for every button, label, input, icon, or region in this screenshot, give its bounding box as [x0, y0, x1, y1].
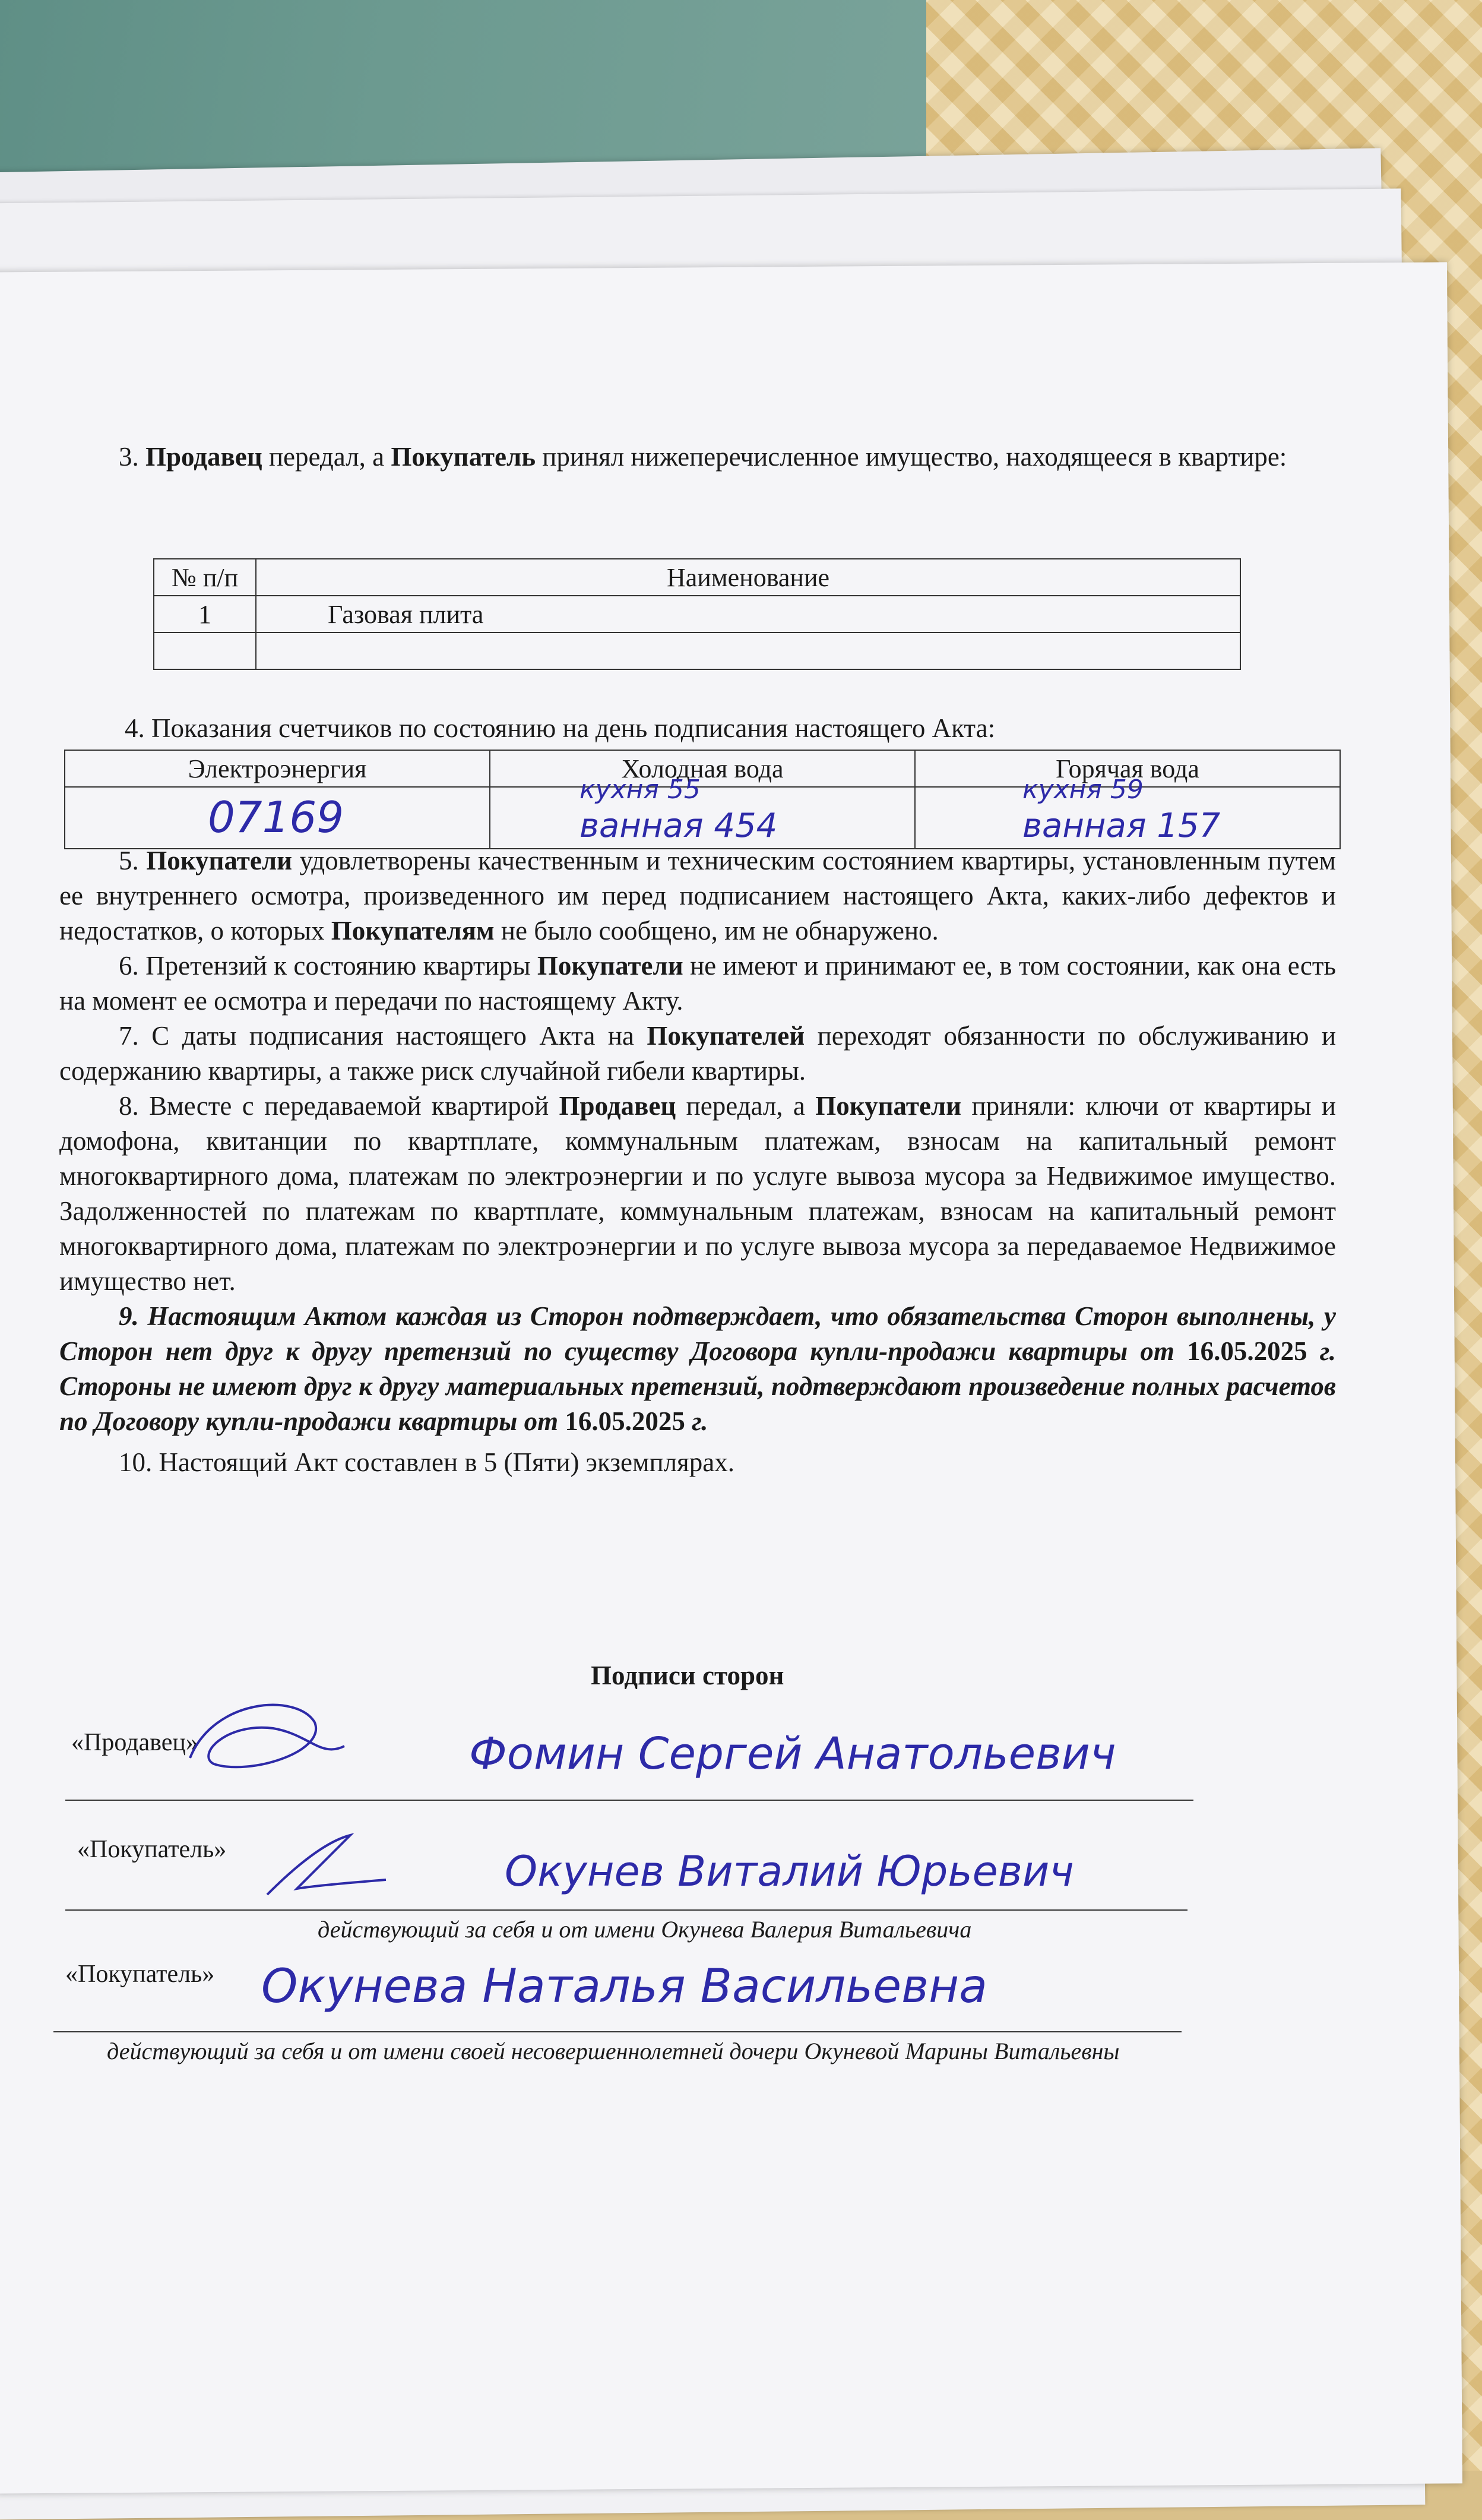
buyers-term: Покупатели [146, 846, 293, 875]
buyer2-label: «Покупатель» [65, 1961, 215, 1988]
buyer-term: Покупатель [391, 442, 536, 472]
section-5 [59, 843, 1336, 948]
section-text: г. [692, 1406, 708, 1436]
buyer1-note: действующий за себя и от имени Окунева Валерия Витальевича [318, 1916, 972, 1943]
table-cell: 1 [154, 596, 256, 633]
buyers-term: Покупатели [815, 1091, 962, 1121]
seller-signature-mark [178, 1687, 356, 1806]
section-text: не имеют и принимают ее, в том состоянии, как она есть на момент ее осмотра и передачи по настоящему Акту. [59, 951, 1337, 1016]
signatures-title: Подписи сторон [591, 1661, 784, 1690]
seller-term: Продавец [559, 1091, 676, 1121]
section-text: передал, а [686, 1091, 805, 1121]
section-text: удовлетворены качественным и техническим состоянием квартиры, установленным путем ее внутреннего осмотра, произведенного им перед подписанием настоящего Акта, каких-либо дефектов и недостатков, о которых [59, 846, 1337, 946]
section-text: 9. Настоящим Актом каждая из Сторон подтверждает, что обязательства Сторон выполнены, у Сторон нет друг к другу претензий по существу Договора купли-продажи квартиры от [59, 1301, 1336, 1366]
table-row [154, 596, 1240, 633]
section-text: передал, а [268, 442, 385, 472]
section-3 [59, 440, 1336, 510]
section-8 [59, 1089, 1336, 1299]
buyer1-signature-mark [261, 1829, 392, 1912]
section-text: переходят обязанности по обслуживанию и содержанию квартиры, а также риск случайной гибели квартиры. [59, 1021, 1337, 1086]
table-header: Холодная вода [490, 750, 915, 787]
buyer2-signature-line [53, 2031, 1182, 2032]
seller-signature-line [65, 1800, 1193, 1801]
buyers-term: Покупателям [331, 916, 495, 946]
hot-bath-reading: ванная 157 [1022, 807, 1221, 845]
table-header: Электроэнергия [65, 750, 490, 787]
section-9 [59, 1299, 1336, 1439]
contract-date: 16.05.2025 [565, 1406, 685, 1436]
table-row [65, 787, 1340, 849]
section-6 [59, 948, 1336, 1019]
section-text: 7. С даты подписания настоящего Акта на [119, 1021, 634, 1051]
property-table [153, 558, 1241, 670]
table-cell: Газовая плита [256, 596, 1240, 633]
cold-kitchen-reading: кухня 55 [580, 774, 701, 805]
table-cell [154, 633, 256, 669]
section-10: 10. Настоящий Акт составлен в 5 (Пяти) экземплярах. [119, 1447, 734, 1477]
meter-table [64, 750, 1341, 849]
table-header: Горячая вода [915, 750, 1340, 787]
seller-signature: Фомин Сергей Анатольевич [469, 1728, 1116, 1779]
table-header: № п/п [154, 559, 256, 596]
buyer2-signature: Окунева Наталья Васильевна [261, 1960, 987, 2013]
table-cell [490, 774, 915, 849]
table-cell [915, 774, 1340, 849]
table-header-row [154, 559, 1240, 596]
contract-date: 16.05.2025 [1187, 1336, 1307, 1366]
table-header: Наименование [256, 559, 1240, 596]
electricity-reading: 07169 [208, 792, 344, 842]
buyer1-label: «Покупатель» [77, 1836, 227, 1863]
hot-kitchen-reading: кухня 59 [1022, 774, 1144, 805]
section-text: принял нижеперечисленное имущество, находящееся в квартире: [542, 442, 1287, 472]
section-7 [59, 1019, 1336, 1089]
buyer1-signature-line [65, 1909, 1188, 1911]
seller-label: «Продавец» [71, 1729, 198, 1756]
table-cell [65, 787, 490, 849]
section-text: не было сообщено, им не обнаружено. [501, 916, 939, 946]
section-number: 3. [119, 442, 139, 472]
section-text: 6. Претензий к состоянию квартиры [119, 951, 531, 981]
table-row [154, 633, 1240, 669]
buyer1-signature: Окунев Виталий Юрьевич [505, 1847, 1074, 1896]
buyers-term: Покупатели [537, 951, 683, 981]
buyers-term: Покупателей [647, 1021, 805, 1051]
section-4-heading: 4. Показания счетчиков по состоянию на день подписания настоящего Акта: [125, 713, 996, 743]
section-number: 5. [119, 846, 139, 875]
section-text: г. Стороны не имеют друг к другу материальных претензий, подтверждают произведение полных расчетов по Договору купли-продажи квартиры от [59, 1336, 1337, 1436]
table-header-row [65, 750, 1340, 787]
buyer2-note: действующий за себя и от имени своей несовершеннолетней дочери Окуневой Марины Витальевны [107, 2038, 1120, 2064]
section-text: 8. Вместе с передаваемой квартирой [119, 1091, 549, 1121]
act-body [59, 843, 1336, 1480]
table-cell [256, 633, 1240, 669]
seller-term: Продавец [145, 442, 262, 472]
cold-bath-reading: ванная 454 [580, 807, 778, 845]
section-text: приняли: ключи от квартиры и домофона, квитанции по квартплате, коммунальным платежам, взносам на капитальный ремонт многоквартирного дома, платежам по электроэнергии и по услуге вывоза мусора за Недвижимое имущество. Задолженностей по платежам по квартплате, коммунальным платежам, взносам на капитальный ремонт многоквартирного дома, платежам по электроэнергии и по услуге вывоза мусора за передаваемое Недвижимое имущество нет. [59, 1091, 1336, 1296]
